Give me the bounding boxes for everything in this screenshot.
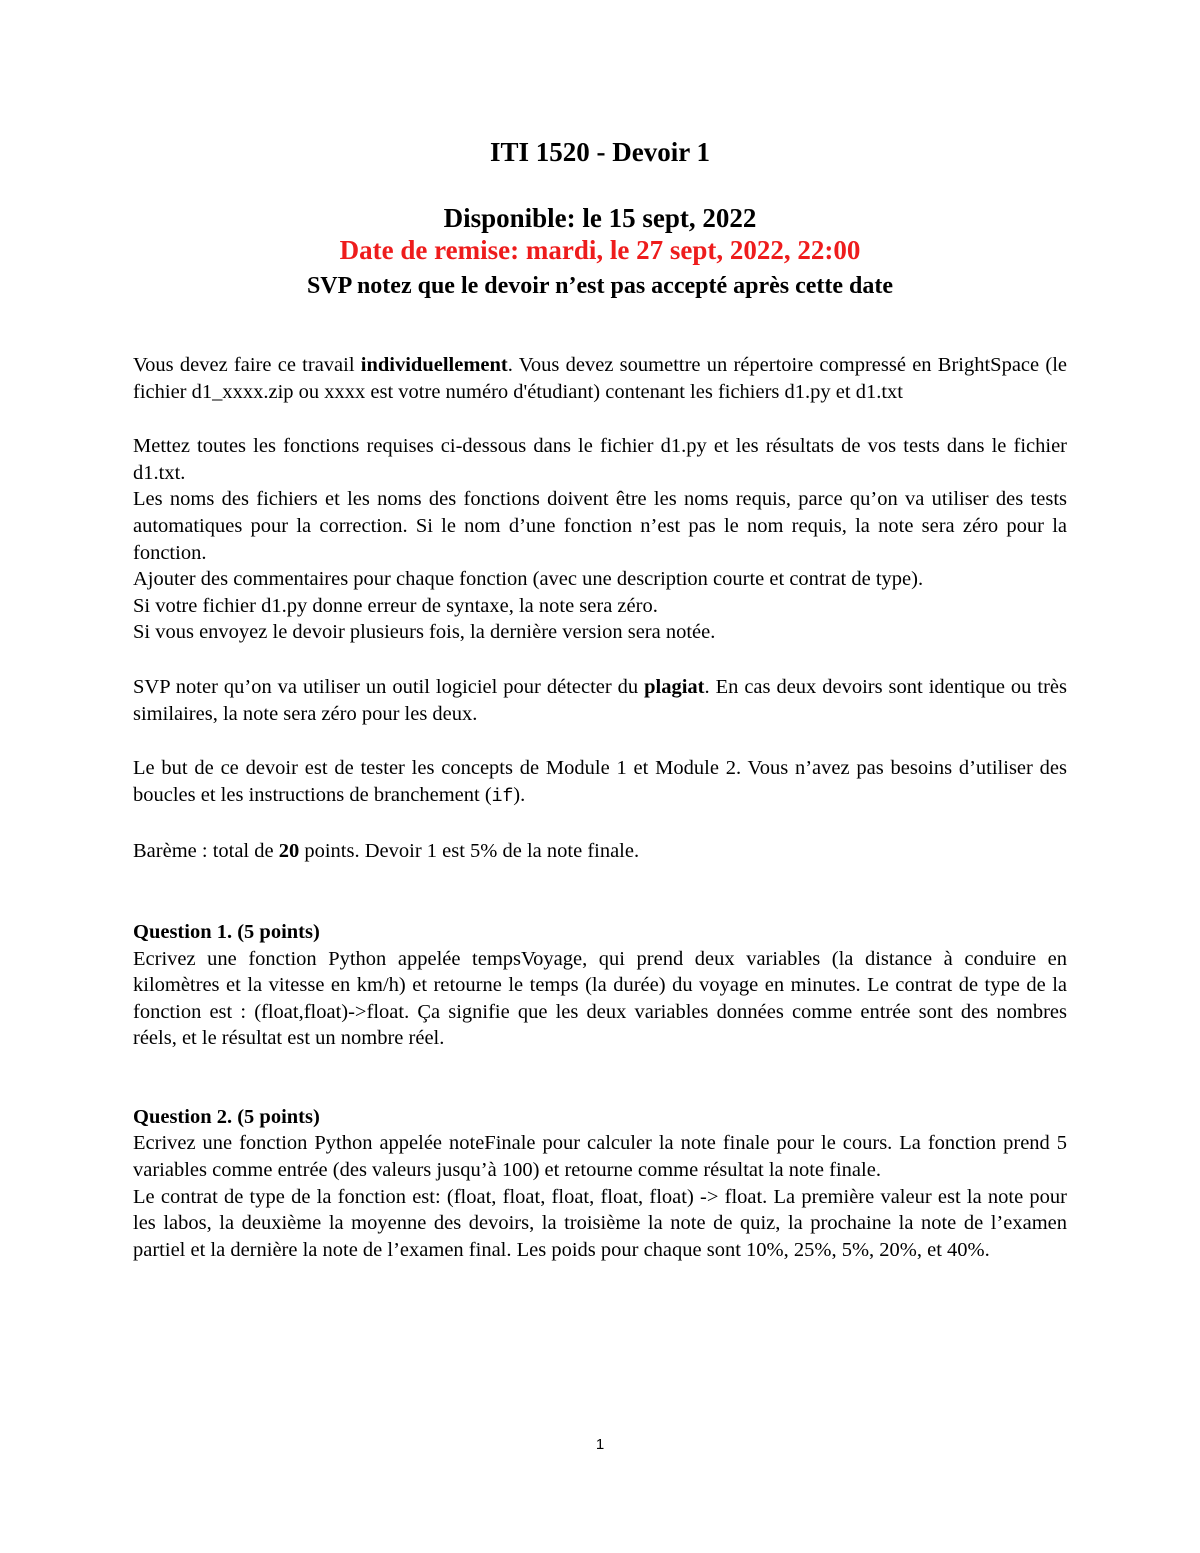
intro-paragraph: Vous devez faire ce travail individuellement. Vous devez soumettre un répertoire compressé en BrightSpace (le fichier d1_xxxx.zip ou xxxx est votre numéro d'étudiant) contenant les fichiers d1.py et d1.txt	[133, 354, 1068, 403]
question-2	[133, 1104, 1067, 1264]
question-1-title: Question 1. (5 points)	[133, 920, 320, 943]
page-content	[133, 136, 1067, 1263]
comments-paragraph: Ajouter des commentaires pour chaque fonction (avec une description courte et contrat de type).	[133, 568, 924, 591]
resubmit-paragraph: Si vous envoyez le devoir plusieurs fois, la dernière version sera notée.	[133, 621, 716, 644]
due-date: Date de remise: mardi, le 27 sept, 2022, 22:00	[339, 235, 861, 265]
late-notice: SVP notez que le devoir n’est pas accepté après cette date	[306, 273, 894, 299]
page-number: 1	[595, 1436, 605, 1453]
instructions-section	[133, 352, 1067, 1263]
plagiarism-paragraph: SVP noter qu’on va utiliser un outil logiciel pour détecter du plagiat. En cas deux devoirs sont identique ou très similaires, la note sera zéro pour les deux.	[133, 675, 1067, 725]
if-keyword: if	[491, 786, 514, 807]
individual-emphasis: individuellement	[360, 354, 508, 376]
question-1-text: Ecrivez une fonction Python appelée tempsVoyage, qui prend deux variables (la distance à conduire en kilomètres et la vitesse en km/h) et retourne le temps (la durée) du voyage en minutes. Le contrat de type de la fonction est : (float,float)->float. Ça signifie que les deux variables données comme entrée sont des nombres réels, et le résultat est un nombre réel.	[133, 947, 1067, 1050]
question-2-text: Ecrivez une fonction Python appelée noteFinale pour calculer la note finale pour le cours. La fonction prend 5 variables comme entrée (des valeurs jusqu’à 100) et retourne comme résultat la note finale.	[133, 1132, 1067, 1182]
syntax-paragraph: Si votre fichier d1.py donne erreur de syntaxe, la note sera zéro.	[133, 594, 658, 617]
question-1	[133, 919, 1067, 1052]
document-title: ITI 1520 - Devoir 1	[490, 137, 710, 167]
goal-paragraph: Le but de ce devoir est de tester les concepts de Module 1 et Module 2. Vous n’avez pas besoins d’utiliser des boucles et les instructions de branchement (if).	[133, 757, 1067, 807]
question-2-contract: Le contrat de type de la fonction est: (float, float, float, float, float) -> float. La première valeur est la note pour les labos, la deuxième la moyenne des devoirs, la troisième la note de quiz, la prochaine la note de l’examen partiel et la dernière la note de l’examen final. Les poids pour chaque sont 10%, 25%, 5%, 20%, et 40%.	[133, 1185, 1067, 1261]
question-2-title: Question 2. (5 points)	[133, 1105, 320, 1128]
naming-paragraph: Les noms des fichiers et les noms des fonctions doivent être les noms requis, parce qu’on va utiliser des tests automatiques pour la correction. Si le nom d’une fonction n’est pas le nom requis, la note sera zéro pour la fonction.	[133, 488, 1067, 564]
files-paragraph: Mettez toutes les fonctions requises ci-dessous dans le fichier d1.py et les résultats de vos tests dans le fichier d1.txt.	[133, 435, 1067, 484]
available-date: Disponible: le 15 sept, 2022	[443, 203, 757, 233]
plagiarism-emphasis: plagiat	[644, 675, 705, 698]
total-points: 20	[278, 840, 300, 863]
document-header	[133, 136, 1067, 304]
grading-paragraph: Barème : total de 20 points. Devoir 1 est 5% de la note finale.	[133, 840, 640, 863]
